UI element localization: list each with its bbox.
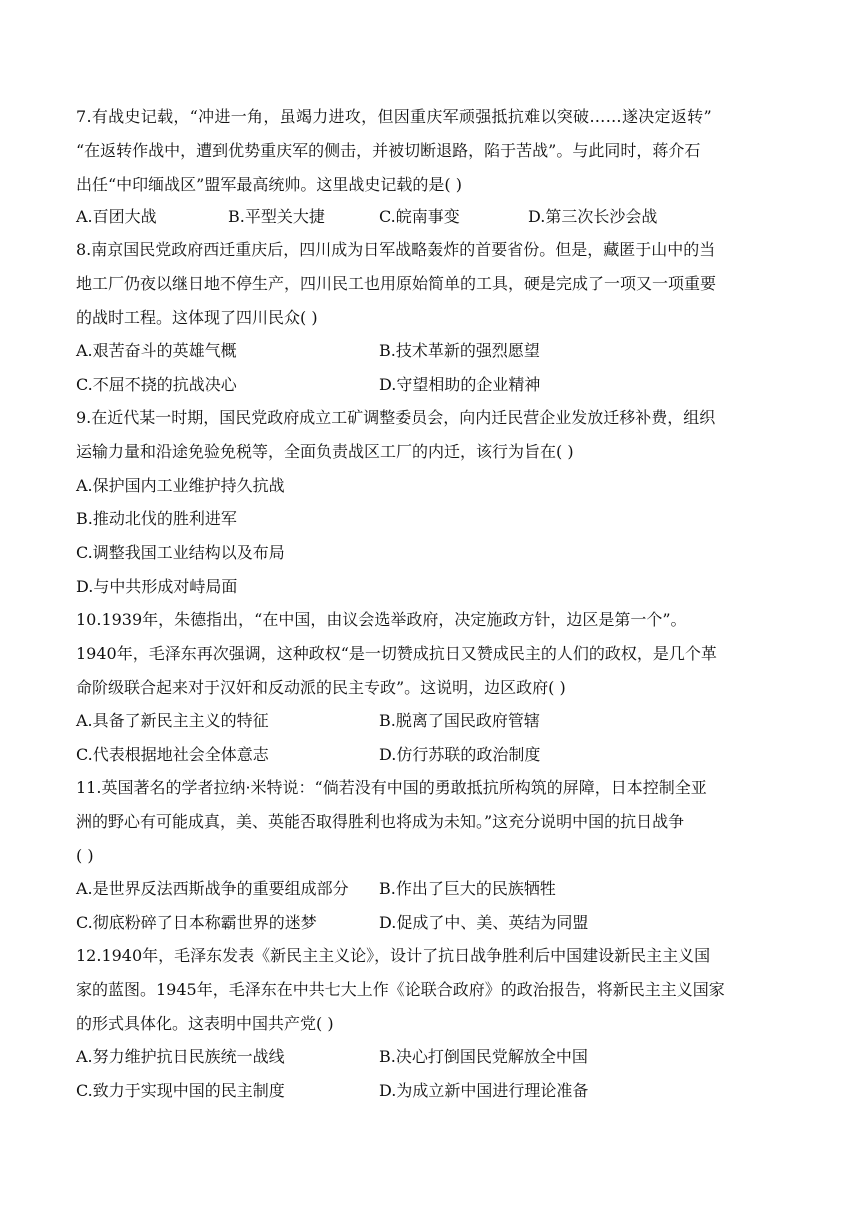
question-stem-line: 地工厂仍夜以继日地不停生产，四川民工也用原始简单的工具，硬是完成了一项又一项重要: [76, 274, 717, 293]
question-stem-line: 11.英国著名的学者拉纳·米特说：“倘若没有中国的勇敢抵抗所构筑的屏障，日本控制全亚: [76, 778, 707, 797]
option-c: C.皖南事变: [379, 207, 460, 226]
option-a: A.努力维护抗日民族统一战线: [76, 1047, 285, 1066]
option-b: B.作出了巨大的民族牺牲: [379, 879, 556, 898]
option-c: C.代表根据地社会全体意志: [76, 745, 269, 764]
option-d: D.促成了中、美、英结为同盟: [379, 913, 589, 932]
question-stem-line: 8.南京国民党政府西迁重庆后，四川成为日军战略轰炸的首要省份。但是，藏匿于山中的当: [76, 240, 716, 259]
option-b: B.脱离了国民政府管辖: [379, 711, 540, 730]
option-b: B.技术革新的强烈愿望: [379, 341, 540, 360]
option-d: D.第三次长沙会战: [528, 207, 658, 226]
question-stem-line: ( ): [76, 846, 94, 865]
option-b: B.推动北伐的胜利进军: [76, 509, 237, 528]
option-c: C.致力于实现中国的民主制度: [76, 1081, 285, 1100]
question-stem-line: 的战时工程。这体现了四川民众( ): [76, 308, 318, 327]
option-c: C.不屈不挠的抗战决心: [76, 375, 237, 394]
option-d: D.守望相助的企业精神: [379, 375, 541, 394]
option-a: A.是世界反法西斯战争的重要组成部分: [76, 879, 349, 898]
question-stem-line: 的形式具体化。这表明中国共产党( ): [76, 1014, 334, 1033]
question-stem-line: 7.有战史记载，“冲进一角，虽竭力进攻，但因重庆军顽强抵抗难以突破……遂决定返转”: [76, 107, 712, 126]
option-c: C.调整我国工业结构以及布局: [76, 543, 285, 562]
question-stem-line: 家的蓝图。1945年，毛泽东在中共七大上作《论联合政府》的政治报告，将新民主主义国家: [76, 980, 725, 999]
question-stem-line: 10.1939年，朱德指出，“在中国，由议会选举政府，决定施政方针，边区是第一个”。: [76, 610, 687, 629]
question-stem-line: 运输力量和沿途免验免税等，全面负责战区工厂的内迁，该行为旨在( ): [76, 442, 574, 461]
option-d: D.仿行苏联的政治制度: [379, 745, 541, 764]
option-b: B.决心打倒国民党解放全中国: [379, 1047, 588, 1066]
option-a: A.具备了新民主主义的特征: [76, 711, 269, 730]
option-a: A.百团大战: [76, 207, 157, 226]
question-stem-line: “在返转作战中，遭到优势重庆军的侧击，并被切断退路，陷于苦战”。与此同时，蒋介石: [76, 141, 701, 160]
question-stem-line: 1940年，毛泽东再次强调，这种政权“是一切赞成抗日又赞成民主的人们的政权，是几个革: [76, 644, 717, 663]
option-d: D.与中共形成对峙局面: [76, 577, 238, 596]
option-c: C.彻底粉碎了日本称霸世界的迷梦: [76, 913, 317, 932]
question-stem-line: 9.在近代某一时期，国民党政府成立工矿调整委员会，向内迁民营企业发放迁移补费，组织: [76, 408, 716, 427]
option-d: D.为成立新中国进行理论准备: [379, 1081, 589, 1100]
question-stem-line: 出任“中印缅战区”盟军最高统帅。这里战史记载的是( ): [76, 175, 462, 194]
option-b: B.平型关大捷: [228, 207, 325, 226]
question-stem-line: 洲的野心有可能成真，美、英能否取得胜利也将成为未知。”这充分说明中国的抗日战争: [76, 812, 685, 831]
option-a: A.保护国内工业维护持久抗战: [76, 476, 285, 495]
question-stem-line: 命阶级联合起来对于汉奸和反动派的民主专政”。这说明，边区政府( ): [76, 678, 566, 697]
option-a: A.艰苦奋斗的英雄气概: [76, 341, 237, 360]
question-stem-line: 12.1940年，毛泽东发表《新民主主义论》，设计了抗日战争胜利后中国建设新民主主义国: [76, 946, 711, 965]
